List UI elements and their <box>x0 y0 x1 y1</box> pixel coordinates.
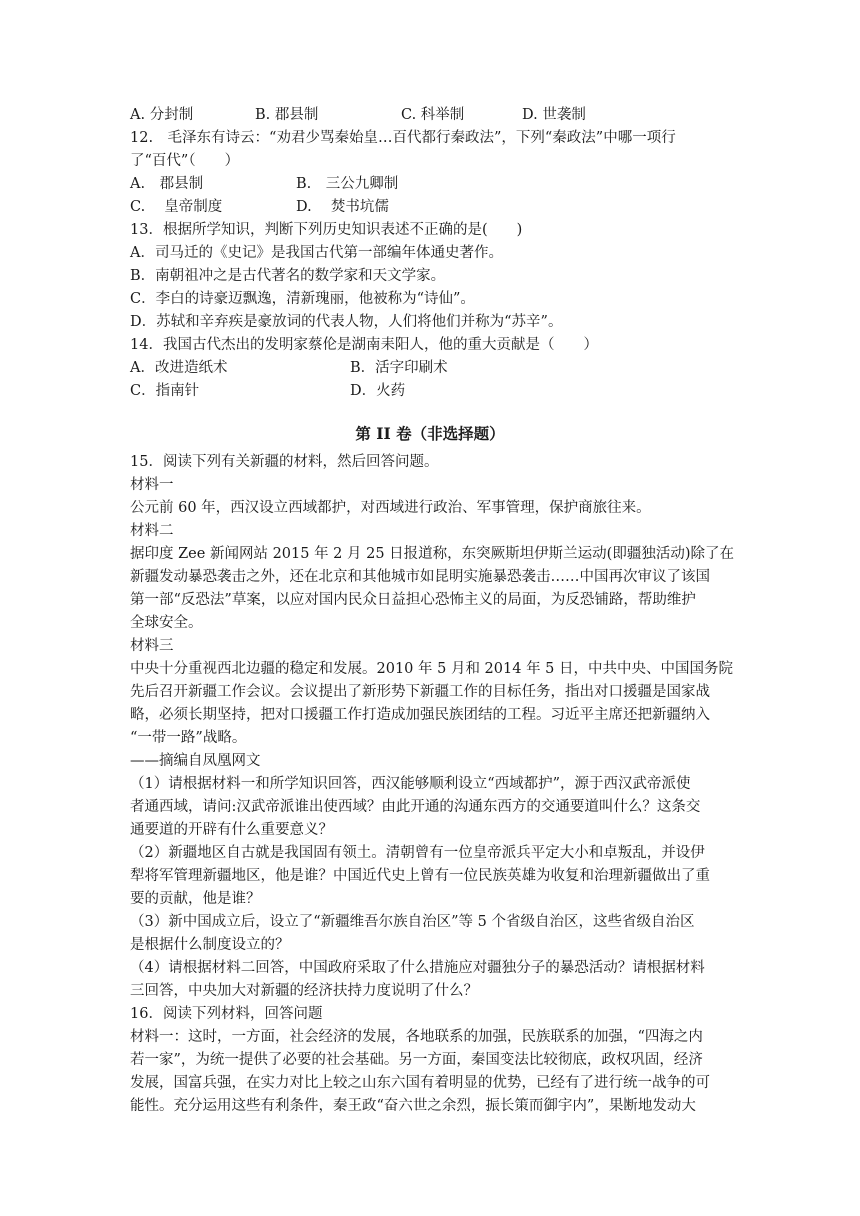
q13-stem: 13．根据所学知识，判断下列历史知识表述不正确的是( ) <box>130 222 523 238</box>
q15-sub4-line: 三回答，中央加大对新疆的经济扶持力度说明了什么？ <box>130 983 478 999</box>
q12-option-a: A. 郡县制 <box>130 176 204 192</box>
q12-options-row1 <box>130 173 730 196</box>
q14-option-c: C．指南针 <box>130 383 200 399</box>
q14-options-row2 <box>130 380 730 403</box>
q15-sub3-line: （3）新中国成立后，设立了“新疆维吾尔族自治区”等 5 个省级自治区，这些省级自治区 <box>130 914 695 930</box>
q15-sub4-line: （4）请根据材料二回答，中国政府采取了什么措施应对疆独分子的暴恐活动？请根据材料 <box>130 960 705 976</box>
q15-source: ——摘编自凤凰网文 <box>130 753 261 769</box>
q15-stem: 15．阅读下列有关新疆的材料，然后回答问题。 <box>130 454 439 470</box>
q15-sub2-line: 要的贡献，他是谁？ <box>130 891 261 907</box>
q16-stem: 16．阅读下列材料，回答问题 <box>130 1006 323 1022</box>
q15-sub1-line: 通要道的开辟有什么重要意义？ <box>130 822 333 838</box>
q11-options <box>130 104 730 127</box>
q13-option-b: B．南朝祖冲之是古代著名的数学家和天文学家。 <box>130 268 446 284</box>
q15-material3-line: “一带一路”战略。 <box>130 730 247 746</box>
q14-option-b: B．活字印刷术 <box>350 360 448 376</box>
q14-options-row1 <box>130 357 730 380</box>
q12-option-d: D. 焚书坑儒 <box>296 199 389 215</box>
q12-stem-line1: 12. 毛泽东有诗云：“劝君少骂秦始皇…百代都行秦政法”，下列“秦政法”中哪一项行 <box>130 130 676 146</box>
q12-option-c: C. 皇帝制度 <box>130 199 223 215</box>
q15-sub1-line: 者通西域，请问:汉武帝派谁出使西域？由此开通的沟通东西方的交通要道叫什么？这条交 <box>130 799 701 815</box>
q15-material1-text: 公元前 60 年，西汉设立西域都护，对西域进行政治、军事管理，保护商旅往来。 <box>130 500 651 516</box>
q15-material3-line: 中央十分重视西北边疆的稳定和发展。2010 年 5 月和 2014 年 5 日，中共中央、中国国务院 <box>130 661 734 677</box>
q11-option-b: B. 郡县制 <box>255 107 319 123</box>
q11-option-c: C. 科举制 <box>401 107 465 123</box>
q13-option-a: A．司马迁的《史记》是我国古代第一部编年体通史著作。 <box>130 245 503 261</box>
q15-material2-label: 材料二 <box>130 523 174 539</box>
q14-stem: 14．我国古代杰出的发明家蔡伦是湖南耒阳人，他的重大贡献是（ ） <box>130 337 598 353</box>
q16-material1-line: 发展，国富兵强，在实力对比上较之山东六国有着明显的优势，已经有了进行统一战争的可 <box>130 1075 710 1091</box>
q16-material1-line: 若一家”，为统一提供了必要的社会基础。另一方面，秦国变法比较彻底，政权巩固，经济 <box>130 1052 703 1068</box>
q12-options-row2 <box>130 196 730 219</box>
q15-sub3-line: 是根据什么制度设立的？ <box>130 937 290 953</box>
q15-material2-line: 据印度 Zee 新闻网站 2015 年 2 月 25 日报道称，东突厥斯坦伊斯兰运动(即疆独活动)除了在 <box>130 546 734 562</box>
q15-material2-line: 新疆发动暴恐袭击之外，还在北京和其他城市如昆明实施暴恐袭击……中国再次审议了该国 <box>130 569 710 585</box>
q12-stem-line2: 了“百代”（ ） <box>130 153 240 169</box>
q16-material1-line: 能性。充分运用这些有利条件，秦王政“奋六世之余烈，振长策而御宇内”，果断地发动大 <box>130 1098 696 1114</box>
q14-option-a: A．改进造纸术 <box>130 360 228 376</box>
q15-material2-line: 全球安全。 <box>130 615 203 631</box>
q13-option-c: C．李白的诗豪迈飘逸，清新瑰丽，他被称为“诗仙”。 <box>130 291 475 307</box>
section-title: 第 II 卷（非选择题） <box>355 424 505 443</box>
q11-option-d: D. 世袭制 <box>522 107 586 123</box>
q15-sub1-line: （1）请根据材料一和所学知识回答，西汉能够顺利设立“西域都护”，源于西汉武帝派使 <box>130 776 691 792</box>
q15-sub2-line: （2）新疆地区自古就是我国固有领土。清朝曾有一位皇帝派兵平定大小和卓叛乱，并设伊 <box>130 845 705 861</box>
q12-option-b: B. 三公九卿制 <box>296 176 399 192</box>
q16-material1-line: 材料一：这时，一方面，社会经济的发展，各地联系的加强，民族联系的加强，“四海之内 <box>130 1029 703 1045</box>
q15-material3-line: 先后召开新疆工作会议。会议提出了新形势下新疆工作的目标任务，指出对口援疆是国家战 <box>130 684 710 700</box>
q15-material3-label: 材料三 <box>130 638 174 654</box>
q15-sub2-line: 犁将军管理新疆地区，他是谁？中国近代史上曾有一位民族英雄为收复和治理新疆做出了重 <box>130 868 710 884</box>
page-content <box>130 104 734 1118</box>
q15-material3-line: 略，必须长期坚持，把对口援疆工作打造成加强民族团结的工程。习近平主席还把新疆纳入 <box>130 707 710 723</box>
q14-option-d: D．火药 <box>350 383 406 399</box>
q15-material2-line: 第一部“反恐法”草案，以应对国内民众日益担心恐怖主义的局面，为反恐铺路，帮助维护 <box>130 592 696 608</box>
q15-material1-label: 材料一 <box>130 477 174 493</box>
q13-option-d: D．苏轼和辛弃疾是豪放词的代表人物，人们将他们并称为“苏辛”。 <box>130 314 563 330</box>
q11-option-a: A. 分封制 <box>130 107 194 123</box>
